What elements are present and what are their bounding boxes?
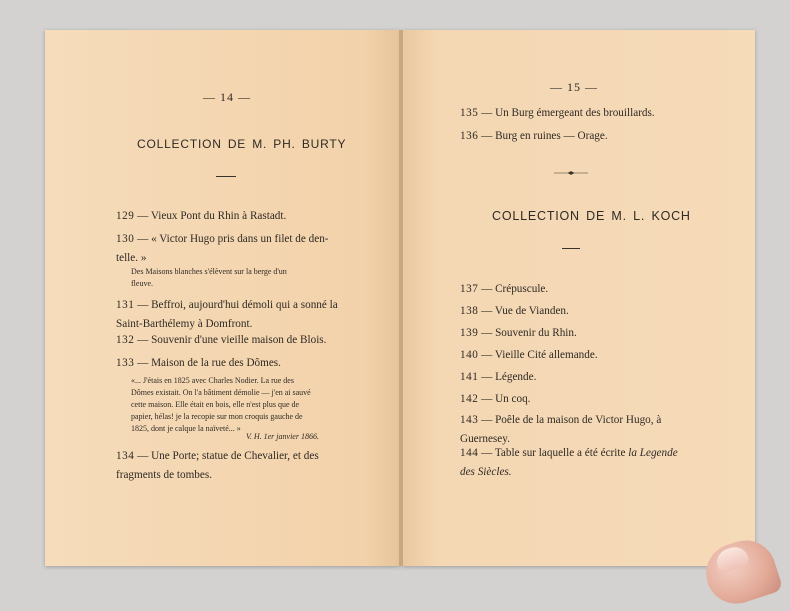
entry-text: — Table sur laquelle a été écrite — [481, 447, 626, 459]
entry-number: 140 — [460, 349, 479, 361]
entry-text: — Un coq. — [481, 393, 531, 405]
entry-number: 136 — [460, 130, 479, 142]
right-collection-title: COLLECTION DE M. L. KOCH — [492, 209, 691, 223]
entry-number: 143 — [460, 414, 479, 426]
entry-number: 141 — [460, 371, 479, 383]
entry-number: 144 — [460, 447, 479, 459]
quote-signature: V. H. 1er janvier 1866. — [246, 432, 319, 441]
entry-text: — Un Burg émergeant des brouillards. — [481, 107, 655, 119]
entry-text: — Souvenir du Rhin. — [481, 327, 577, 339]
catalog-entry — [460, 368, 720, 387]
catalog-entry — [460, 390, 720, 409]
entry-text: — Légende. — [481, 371, 537, 383]
section-ornament — [554, 171, 588, 175]
catalog-entry — [116, 447, 376, 485]
entry-number: 132 — [116, 334, 135, 346]
note-line: fleuve. — [131, 279, 153, 288]
entry-number: 131 — [116, 299, 135, 311]
catalog-entry — [460, 127, 720, 146]
catalog-entry — [460, 104, 720, 123]
left-collection-title: COLLECTION DE M. PH. BURTY — [137, 137, 347, 151]
catalog-entry — [460, 324, 720, 343]
entry-number: 130 — [116, 233, 135, 245]
catalog-entry — [116, 296, 376, 334]
entry-number: 139 — [460, 327, 479, 339]
entry-number: 142 — [460, 393, 479, 405]
entry-number: 134 — [116, 450, 135, 462]
entry-note — [131, 266, 371, 290]
entry-text: — Beffroi, aujourd'hui démoli qui a sonné la — [137, 299, 338, 311]
note-line: Des Maisons blanches s'élèvent sur la berge d'un — [131, 267, 287, 276]
catalog-entry — [460, 280, 720, 299]
catalog-entry — [116, 207, 376, 226]
entry-text: — « Victor Hugo pris dans un filet de den- — [137, 233, 329, 245]
left-title-rule — [216, 176, 236, 177]
entry-text: — Vue de Vianden. — [481, 305, 569, 317]
quote-line: papier, hélas! je la recopie sur mon croquis gauche de — [131, 412, 303, 421]
entry-number: 137 — [460, 283, 479, 295]
entry-text-continued: Guernesey. — [460, 433, 510, 445]
entry-text: — Poêle de la maison de Victor Hugo, à — [481, 414, 662, 426]
entry-text: — Vieille Cité allemande. — [481, 349, 598, 361]
entry-number: 135 — [460, 107, 479, 119]
entry-number: 129 — [116, 210, 135, 222]
entry-text: — Burg en ruines — Orage. — [481, 130, 608, 142]
quote-line: Dômes existait. On l'a bâtiment démolie — j'en ai sauvé — [131, 388, 311, 397]
entry-text-continued: fragments de tombes. — [116, 469, 213, 481]
book-gutter — [399, 30, 403, 566]
entry-text: — Une Porte; statue de Chevalier, et des — [137, 450, 319, 462]
entry-text-continued: Saint-Barthélemy à Domfront. — [116, 318, 253, 330]
entry-text-continued: telle. » — [116, 252, 147, 264]
left-page-number: — 14 — — [203, 90, 251, 104]
right-title-rule — [562, 248, 580, 249]
catalog-entry — [460, 346, 720, 365]
catalog-entry — [116, 230, 376, 268]
entry-italic-title-continued: des Siècles. — [460, 466, 512, 478]
entry-number: 133 — [116, 357, 135, 369]
entry-text: — Maison de la rue des Dômes. — [137, 357, 281, 369]
quote-line: cette maison. Elle était en bois, elle n'est plus que de — [131, 400, 300, 409]
catalog-entry — [460, 444, 722, 482]
entry-number: 138 — [460, 305, 479, 317]
catalog-entry — [460, 302, 720, 321]
entry-quote — [131, 375, 371, 435]
catalog-entry — [116, 354, 376, 373]
right-page-number: — 15 — — [550, 80, 598, 94]
catalog-entry — [116, 331, 376, 350]
quote-line: 1825, dont je calque la naïveté... » — [131, 424, 241, 433]
entry-italic-title: la Legende — [628, 447, 678, 459]
entry-text: — Crépuscule. — [481, 283, 549, 295]
entry-text: — Souvenir d'une vieille maison de Blois. — [137, 334, 327, 346]
entry-text: — Vieux Pont du Rhin à Rastadt. — [137, 210, 287, 222]
quote-line: «... J'étais en 1825 avec Charles Nodier. La rue des — [131, 376, 294, 385]
